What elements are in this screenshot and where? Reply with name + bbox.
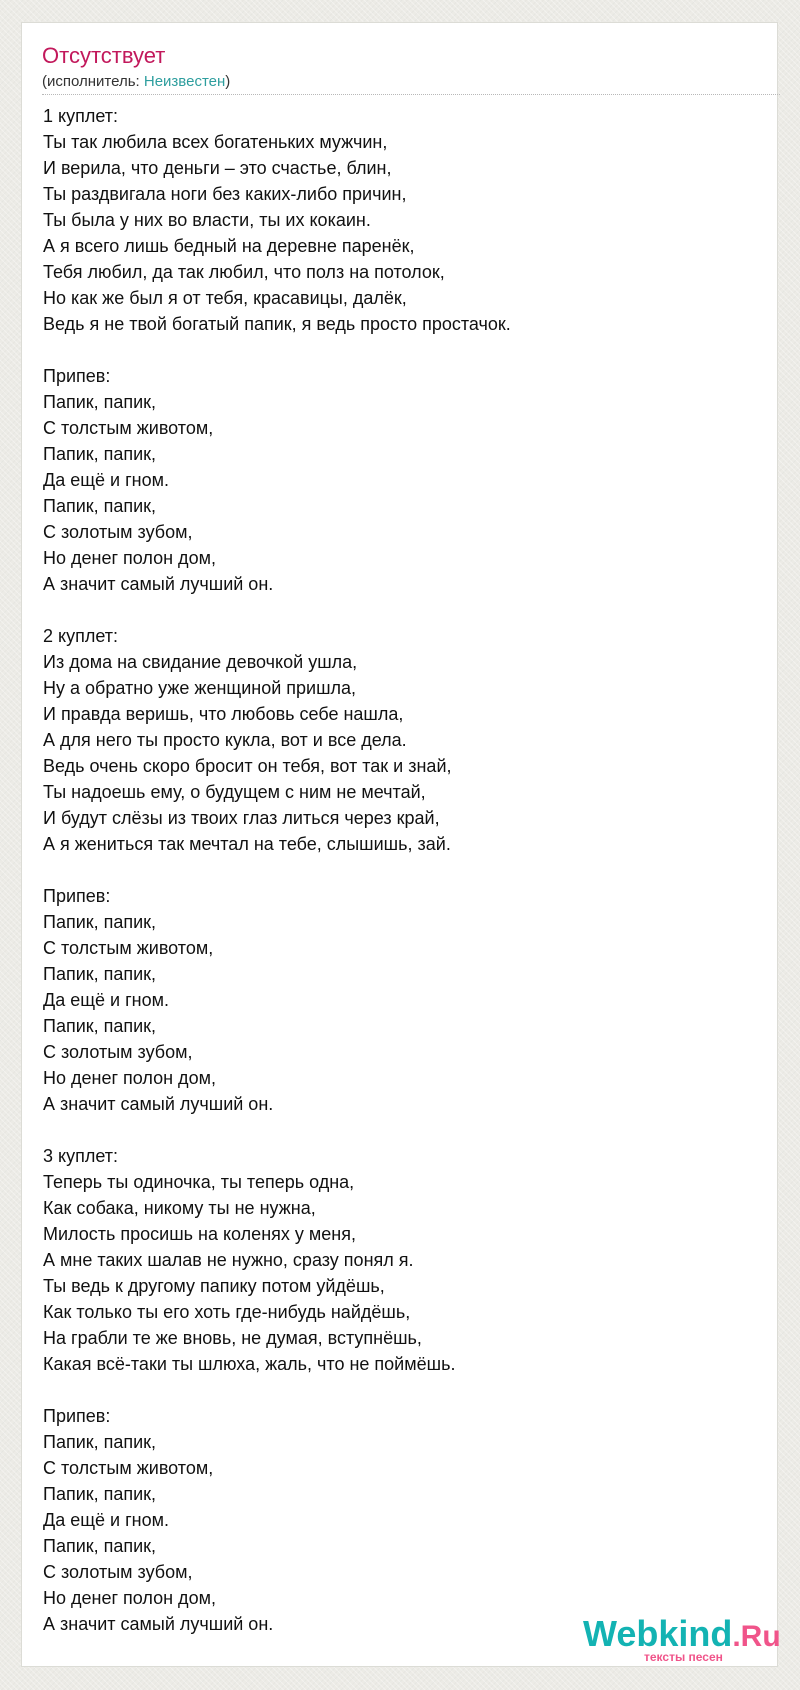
title-separator <box>42 94 780 95</box>
logo-main-text: Webkind <box>583 1613 733 1654</box>
logo-tagline: тексты песен <box>644 1650 723 1664</box>
lyrics-text: 1 куплет: Ты так любила всех богатеньких мужчин, И верила, что деньги – это счастье, блин, Ты раздвигала ноги без каких-либо причин, Ты была у них во власти, ты их кокаин. А я всего лишь бедный на деревне паренёк, Тебя любил, да так любил, что полз на потолок, Но как же был я от тебя, красавицы, далёк, Ведь я не твой богатый папик, я ведь просто простачок. Припев: Папик, папик, С толстым животом, Папик, папик, Да ещё и гном. Папик, папик, С золотым зубом, Но денег полон дом, А значит самый лучший он. 2 куплет: Из дома на свидание девочкой ушла, Ну а обратно уже женщиной пришла, И правда веришь, что любовь себе нашла, А для него ты просто кукла, вот и все дела. Ведь очень скоро бросит он тебя, вот так и знай, Ты надоешь ему, о будущем с ним не мечтай, И будут слёзы из твоих глаз литься через край, А я жениться так мечтал на тебе, слышишь, зай. Припев: Папик, папик, С толстым животом, Папик, папик, Да ещё и гном. Папик, папик, С золотым зубом, Но денег полон дом, А значит самый лучший он. 3 куплет: Теперь ты одиночка, ты теперь одна, Как собака, никому ты не нужна, Милость просишь на коленях у меня, А мне таких шалав не нужно, сразу понял я. Ты ведь к другому папику потом уйдёшь, Как только ты его хоть где-нибудь найдёшь, На грабли те же вновь, не думая, вступнёшь, Какая всё-таки ты шлюха, жаль, что не поймёшь. Припев: Папик, папик, С толстым животом, Папик, папик, Да ещё и гном. Папик, папик, С золотым зубом, Но денег полон дом, А значит самый лучший он. <box>43 106 511 1634</box>
lyrics-card <box>21 22 781 1667</box>
logo-suffix: .Ru <box>732 1620 781 1653</box>
artist-line <box>42 73 230 91</box>
artist-prefix: (исполнитель: <box>42 73 144 90</box>
song-title: Отсутствует <box>42 43 166 68</box>
artist-link[interactable]: Неизвестен <box>143 73 226 90</box>
site-logo <box>583 1614 783 1670</box>
artist-suffix: ) <box>225 73 231 90</box>
